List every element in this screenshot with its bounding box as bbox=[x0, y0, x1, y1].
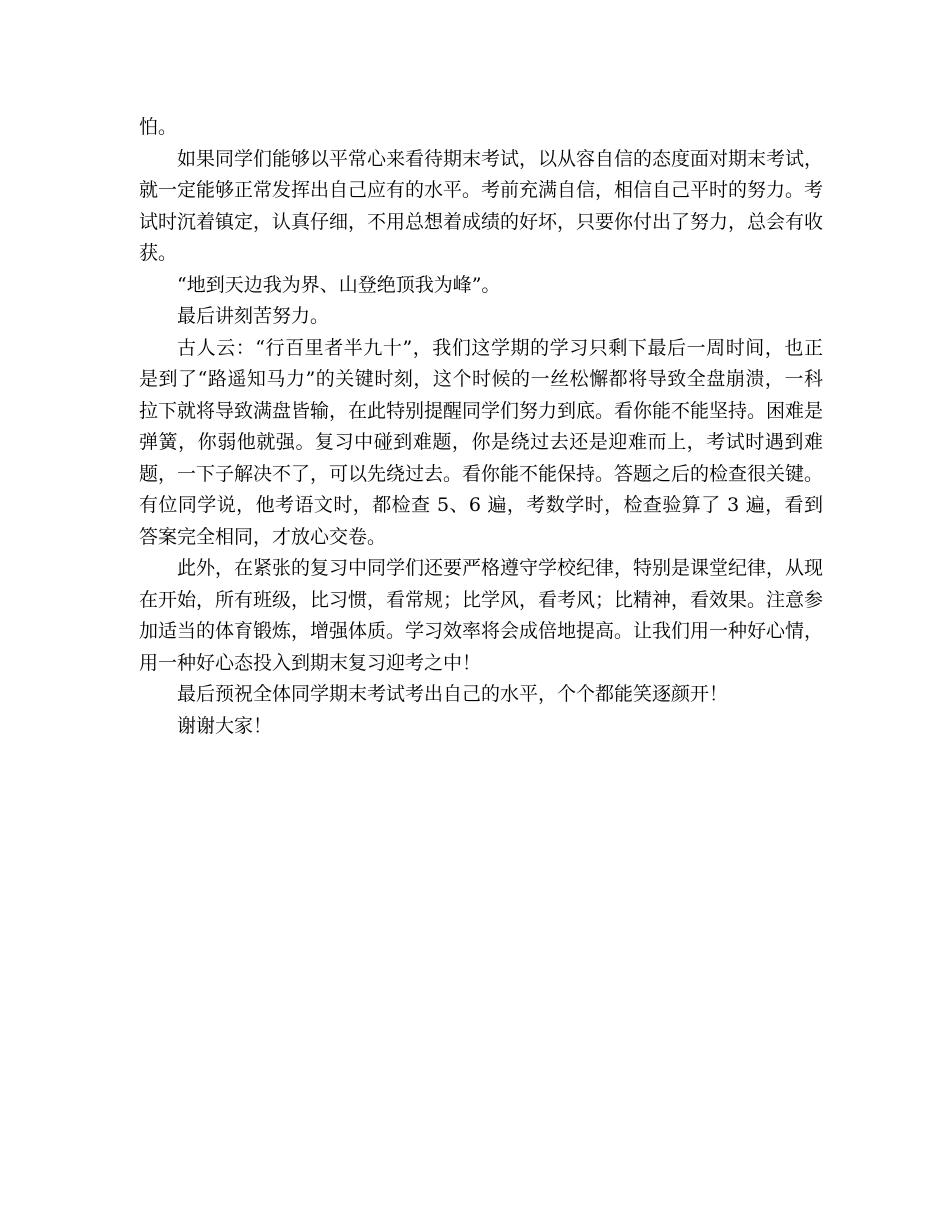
paragraph-best-wishes: 最后预祝全体同学期末考试考出自己的水平，个个都能笑逐颜开！ bbox=[177, 683, 729, 705]
paragraph-hard-work-heading: 最后讲刻苦努力。 bbox=[177, 305, 330, 327]
paragraph-quote: “地到天边我为界、山登绝顶我为峰”。 bbox=[177, 273, 501, 296]
paragraph-thanks: 谢谢大家！ bbox=[177, 714, 273, 737]
paragraph-discipline: 此外，在紧张的复习中同学们还要严格遵守学校纪律，特别是课堂纪律，从现在开始，所有班级，比习惯，看常规；比学风，看考风；比精神，看效果。注意参加适当的体育锻炼，增强体质。学习效率将会成倍地提高。让我们用一种好心情，用一种好心态投入到期末复习迎考之中！ bbox=[139, 557, 824, 674]
paragraph-perseverance: 古人云：“行百里者半九十”，我们这学期的学习只剩下最后一周时间，也正是到了“路遥知马力”的关键时刻，这个时候的一丝松懈都将导致全盘崩溃，一科拉下就将导致满盘皆输，在此特别提醒同学们努力到底。看你能不能坚持。困难是弹簧，你弱他就强。复习中碰到难题，你是绕过去还是迎难而上，考试时遇到难题，一下子解决不了，可以先绕过去。看你能不能保持。答题之后的检查很关键。有位同学说，他考语文时，都检查 5、6 遍，考数学时，检查验算了 3 遍，看到答案完全相同，才放心交卷。 bbox=[139, 336, 824, 548]
paragraph-continuation: 怕。 bbox=[139, 116, 178, 138]
document-body bbox=[139, 112, 823, 742]
paragraph-exam-mindset: 如果同学们能够以平常心来看待期末考试，以从容自信的态度面对期末考试，就一定能够正常发挥出自己应有的水平。考前充满自信，相信自己平时的努力。考试时沉着镇定，认真仔细，不用总想着成绩的好坏，只要你付出了努力，总会有收获。 bbox=[139, 147, 824, 264]
